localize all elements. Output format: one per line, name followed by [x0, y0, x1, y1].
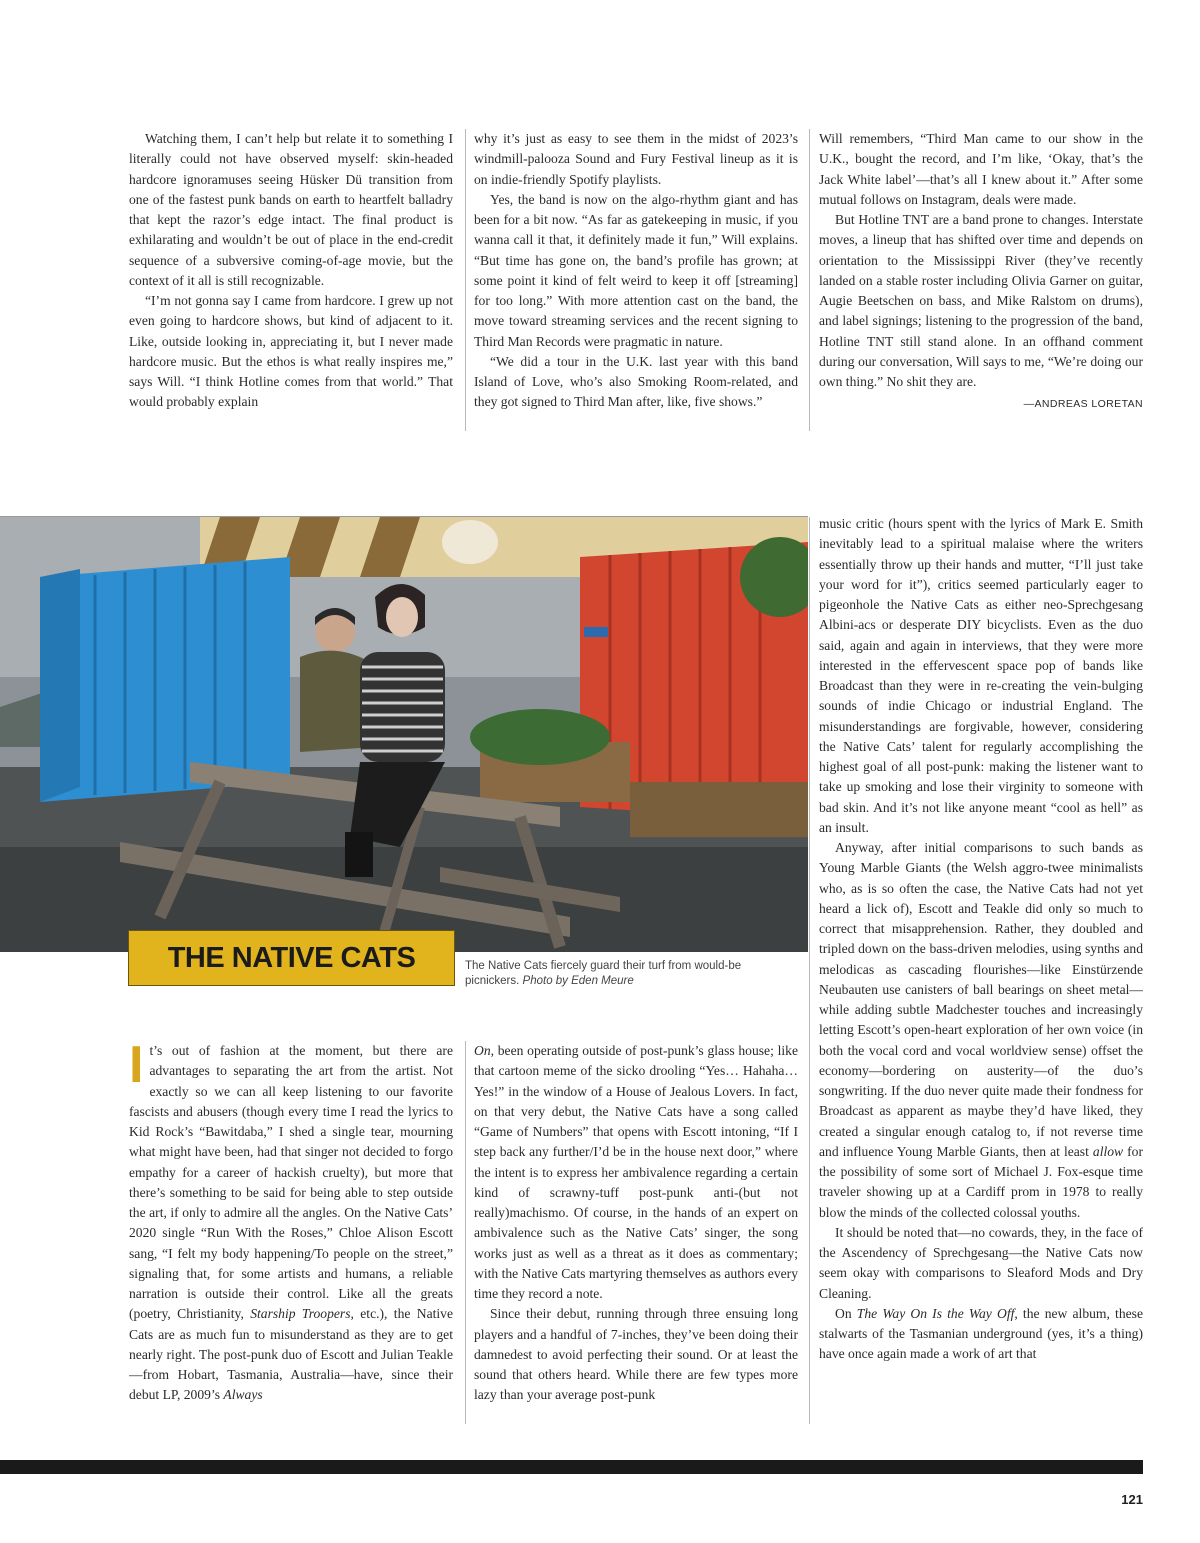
caption-text: The Native Cats fiercely guard their turf from would-be picnickers.: [465, 960, 742, 987]
top-column-3: [819, 129, 1143, 434]
paragraph: “We did a tour in the U.K. last year with this band Island of Love, who’s also Smoking Room-related, and they got signed to Third Man after, like, five shows.”: [474, 353, 798, 410]
article-title: THE NATIVE CATS: [128, 930, 455, 986]
feature-column-1: [129, 1041, 453, 1425]
paragraph: On The Way On Is the Way Off, the new album, these stalwarts of the Tasmanian underground (yes, it’s a thing) have once again made a work of art that: [819, 1305, 1143, 1362]
paragraph: Since their debut, running through three ensuing long players and a handful of 7-inches, they’ve been doing their damnedest to avoid perfecting their sound. Or at least the sound that others heard. While there are few types more lazy than your average post-punk: [474, 1306, 798, 1403]
paragraph: Anyway, after initial comparisons to such bands as Young Marble Giants (the Welsh aggro-twee minimalists who, as is so often the case, the Native Cats had not yet heard a lick of), Escott and Teakle did only so much to correct that misapprehension. Rather, they doubled and tripled down on the bass-driven melodies, using synths and melodicas as cascading flourishes—like Einstürzende Neubauten use canisters of ball bearings on sheet metal—while adding subtle Madchester touches and increasingly letting Escott’s open-heart exploration of her own voice (in both the vocal cord and vocal worldview sense) offset the economy—bordering on austerity—of the duo’s songwriting. If the duo never quite made their fondness for Broadcast as apparent as maybe they’d have liked, they created a singular enough catalog to, if not reverse time and influence Young Marble Giants, then at least allow for the possibility of some sort of Michael J. Fox-esque time traveler showing up at a Cardiff prom in 1978 to really blow the minds of the collected colossal youths.: [819, 840, 1143, 1220]
paragraph: Yes, the band is now on the algo-rhythm giant and has been for a bit now. “As far as gatekeeping in music, if you wanna call it that, it definitely made it fun,” Will explains. “But time has gone on, the band’s profile has grown; at some point it kind of felt weird to keep it off [streaming] for too long.” With more attention cast on the band, the move toward streaming services and the recent signing to Third Man Records were pragmatic in nature.: [474, 191, 798, 349]
paragraph: music critic (hours spent with the lyrics of Mark E. Smith inevitably lead to a spiritual malaise where the writers essentially throw up their hands and mutter, “I’ll just take your word for it”), critics seemed particularly eager to pigeonhole the Native Cats as either neo-Sprechgesang Albini-acs or desperate DIY bicyclists. Even as the duo said, again and again in interviews, that they were more interested in the effervescent space pop of bands like Broadcast than they were in re-creating the vein-bulging sounds of indie Chicago or industrial England. The misunderstandings are forgivable, however, considering the Native Cats’ talent for regularly accomplishing the highest goal of all post-punk: making the listener want to take up smoking and lose their virginity to someone with bad skin. And it’s not like anyone meant “cool as hell” as an insult.: [819, 516, 1143, 835]
paragraph: But Hotline TNT are a band prone to changes. Interstate moves, a lineup that has shifted over time and depends on orientation to the Mississippi River (they’ve recently landed on a stable roster including Olivia Garner on guitar, Augie Beetschen on bass, and Mike Ralstom on drums), and label signings; listening to the progression of the band, Hotline TNT still stand alone. In an offhand comment during our conversation, Will says to me, “We’re doing our own thing.” No shit they are.: [819, 212, 1143, 389]
footer-bar: [0, 1460, 1143, 1474]
column-divider: [465, 129, 466, 431]
lead-paragraph: It’s out of fashion at the moment, but there are advantages to separating the art from the artist. Not exactly so we can all keep listening to our favorite fascists and abusers (though every time I read the lyrics to Kid Rock’s “Bawitdaba,” I shed a single tear, mourning what might have been, had that singer not decided to forgo empathy for a career of hackish cruelty), but more that there’s something to be said for being able to step outside the art, if only to admire all the angles. On the Native Cats’ 2020 single “Run With the Roses,” Chloe Alison Escott sang, “I felt my body happening/To people on the street,” signaling that, for some artists and humans, a reliable narration is outside their control. Like all the greats (poetry, Christianity, Starship Troopers, etc.), the Native Cats are as much fun to misunderstand as they are to get nearly right. The post-punk duo of Escott and Julian Teakle—from Hobart, Tasmania, Australia—have, since their debut LP, 2009’s Always: [129, 1041, 453, 1403]
paragraph: On, been operating outside of post-punk’s glass house; like that cartoon meme of the sicko drooling “Yes… Hahaha… Yes!” in the window of a House of Jealous Lovers. In fact, on that very debut, the Native Cats have a song called “Game of Numbers” that opens with Escott intoning, “If I step back any further/I’d be in the house next door,” where the intent is to express her ambivalence regarding a certain kind of scrawny-tuff post-punk anti-(but not really)machismo. Of course, in the hands of an expert on ambivalence such as the Native Cats’ singer, the song works just as well as a threat as it does as commentary; with the Native Cats martyring themselves as authors every time they record a note.: [474, 1043, 798, 1301]
photo-caption: [465, 959, 785, 989]
column-divider: [809, 129, 810, 431]
paragraph: It should be noted that—no cowards, they, in the face of the Ascendency of Sprechgesang—the Native Cats now seem okay with comparisons to Sleaford Mods and Dry Cleaning.: [819, 1224, 1143, 1301]
photo-credit: Photo by Eden Meure: [522, 975, 634, 987]
paragraph: Watching them, I can’t help but relate it to something I literally could not have observed myself: skin-headed hardcore ignoramuses seeing Hüsker Dü transition from one of the fastest punk bands on earth to heartfelt balladry that kept the razor’s edge intact. The final product is exhilarating and wouldn’t be out of place in the end-credit sequence of a subversive coming-of-age movie, but the context of it all is still recognizable.: [129, 131, 453, 288]
author-byline: —ANDREAS LORETAN: [1023, 398, 1143, 411]
paragraph: why it’s just as easy to see them in the midst of 2023’s windmill-palooza Sound and Fury Festival lineup as it is on indie-friendly Spotify playlists.: [474, 131, 798, 187]
paragraph: Will remembers, “Third Man came to our show in the U.K., bought the record, and I’m like, ‘Okay, that’s the Jack White label’—that’s all I knew about it.” After some mutual follows on Instagram, deals were made.: [819, 131, 1143, 207]
column-divider: [465, 1041, 466, 1424]
column-divider: [809, 517, 810, 1424]
feature-column-2: [474, 1041, 798, 1425]
page-number: 121: [1121, 1492, 1143, 1507]
band-photo: [0, 517, 808, 952]
top-column-1: [129, 129, 453, 434]
paragraph: “I’m not gonna say I came from hardcore. I grew up not even going to hardcore shows, but kind of adjacent to it. Like, outside looking in, appreciating it, but I never made hardcore music. But the ethos is what really inspires me,” says Will. “I think Hotline comes from that world.” That would probably explain: [129, 293, 453, 410]
band-photo-illustration: [0, 517, 808, 952]
drop-cap: I: [129, 1041, 144, 1094]
feature-column-3: [819, 514, 1143, 1425]
top-column-2: [474, 129, 798, 434]
